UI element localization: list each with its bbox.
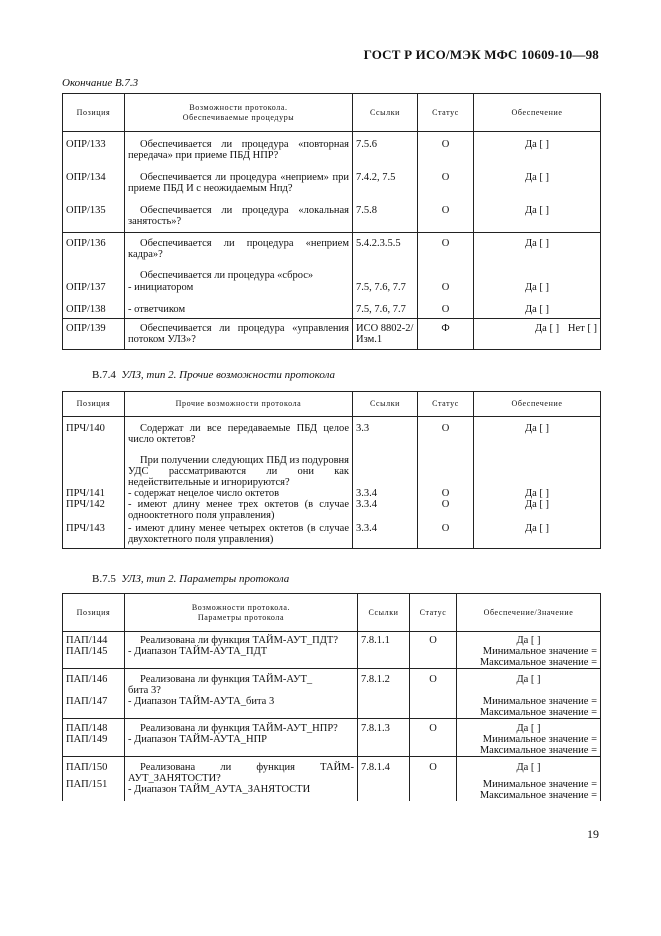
table-row: ПАП/144 ПАП/145 Реализована ли функция ТАЙМ-АУТ_ПДТ? - Диапазон ТАЙМ-АУТА_ПДТ 7.8.1.1 О Да [ ] Минимальное значение = Максимальное значение = [63,632,601,669]
table-row: ПРЧ/143 - имеют длину менее четырех октетов (в случае двухоктетного поля управления) 3.3.4 О Да [ ] [63,521,601,549]
section2-caption: В.7.4 УЛЗ, тип 2. Прочие возможности протокола [92,369,336,381]
col-header-support: Обеспечение [474,94,601,132]
table-protocol-parameters: Позиция Возможности протокола. Параметры протокола Ссылки Статус Обеспечение/Значение ПАП/144 ПАП/145 Реализована ли функция ТАЙМ-АУТ_ПДТ? - Диапазон ТАЙМ-АУТА_ПДТ 7.8.1.1 О Да [ ] Минимальное значение = Максимальное значение = ПАП/146 ПАП/147 Реализована ли функция ТАЙМ-АУТ_ бита 3? - Диапазон ТАЙМ-АУТА_бита 3 7.8.1.2 О Да [ ] Минимальное значение = Максимальное значение = ПАП/148 ПАП/149 Реализована ли функция ТАЙМ-АУТ_НПР? - Диапазон ТАЙМ-АУТА_НПР 7.8.1.3 О Да [ ] Минимальное значение = Максимальное значение = ПАП/150 ПАП/151 Реализована ли функция ТАЙМ-АУТ_ЗАНЯТОСТИ? - Диапазон ТАЙМ_АУТА_ЗАНЯТОСТИ 7.8.1.4 О Да [ ] Минимальное значение = Максимальное значение = [62,593,601,801]
table-row: ПРЧ/141 - содержат нецелое число октетов 3.3.4 О Да [ ] [63,488,601,499]
col-header-refs: Ссылки [353,94,418,132]
section1-caption: Окончание В.7.3 [62,77,139,89]
table-row: ОПР/136 Обеспечивается ли процедура «неприем кадра»? 5.4.2.3.5.5 О Да [ ] [63,233,601,261]
table-row: ПРЧ/140 Содержат ли все передаваемые ПБД целое число октетов? 3.3 О Да [ ] [63,417,601,446]
table-row: Обеспечивается ли процедура «сброс» [63,260,601,281]
col-header-position: Позиция [63,94,125,132]
table-row: ОПР/138 - ответчиком 7.5, 7.6, 7.7 О Да [ ] [63,293,601,319]
table-row: При получении следующих ПБД из подуровня УДС рассматриваются ли они как недействительные и игнорируются? [63,445,601,488]
table-row: ОПР/139 Обеспечивается ли процедура «управления потоком УЛЗ»? ИСО 8802-2/Изм.1 Ф Да [ ] Нет [ ] [63,319,601,350]
table-row: ОПР/135 Обеспечивается ли процедура «локальная занятость»? 7.5.8 О Да [ ] [63,194,601,233]
document-header: ГОСТ Р ИСО/МЭК МФС 10609-10—98 [363,47,599,62]
table-capabilities-procedures [62,93,601,350]
table-row: ОПР/133 Обеспечивается ли процедура «повторная передача» при приеме ПБД НПР? 7.5.6 О Да [ ] [63,132,601,162]
col-header-status: Статус [418,94,474,132]
table-other-capabilities: Позиция Прочие возможности протокола Ссылки Статус Обеспечение ПРЧ/140 Содержат ли все передаваемые ПБД целое число октетов? 3.3 О Да [ ] При получении следующих ПБД из подуровня УДС рассматриваются ли они как недействительные и игнорируются? ПРЧ/141 - содержат нецелое число октетов 3.3.4 О Да [ ] ПРЧ/142 - имеют длину менее трех октетов (в случае однооктетного поля управления) 3.3.4 О Да [ ] ПРЧ/143 - имеют длину менее четырех октетов (в случае двухоктетного поля управления) 3.3.4 О Да [ ] [62,391,601,549]
section3-caption: В.7.5 УЛЗ, тип 2. Параметры протокола [92,573,290,585]
table-row: ПАП/146 ПАП/147 Реализована ли функция ТАЙМ-АУТ_ бита 3? - Диапазон ТАЙМ-АУТА_бита 3 7.8.1.2 О Да [ ] Минимальное значение = Максимальное значение = [63,669,601,719]
table-row: ПРЧ/142 - имеют длину менее трех октетов (в случае однооктетного поля управления) 3.3.4 О Да [ ] [63,499,601,521]
table-row: ОПР/134 Обеспечивается ли процедура «неприем» при приеме ПБД И с неожидаемым Нпд? 7.4.2, 7.5 О Да [ ] [63,161,601,194]
table-row: ПАП/150 ПАП/151 Реализована ли функция ТАЙМ-АУТ_ЗАНЯТОСТИ? - Диапазон ТАЙМ_АУТА_ЗАНЯТОСТИ 7.8.1.4 О Да [ ] Минимальное значение = Максимальное значение = [63,757,601,802]
table-row: ПАП/148 ПАП/149 Реализована ли функция ТАЙМ-АУТ_НПР? - Диапазон ТАЙМ-АУТА_НПР 7.8.1.3 О Да [ ] Минимальное значение = Максимальное значение = [63,719,601,757]
page-number: 19 [587,827,599,841]
col-header-capabilities: Возможности протокола. Обеспечиваемые процедуры [125,94,353,132]
table-row: ОПР/137 - инициатором 7.5, 7.6, 7.7 О Да [ ] [63,281,601,293]
